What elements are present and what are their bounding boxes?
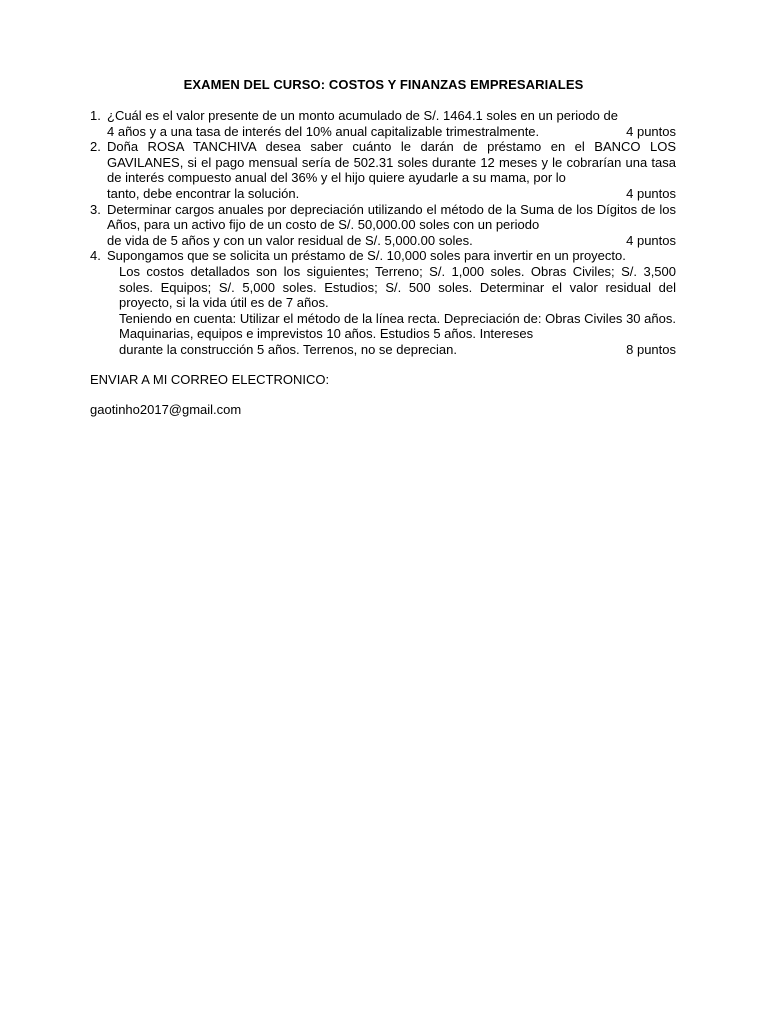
question-text: ¿Cuál es el valor presente de un monto acumulado de S/. 1464.1 soles en un periodo de: [107, 108, 618, 123]
question-last-line: [107, 186, 676, 202]
question-text-end: tanto, debe encontrar la solución.: [107, 185, 300, 201]
question-text: Doña ROSA TANCHIVA desea saber cuánto le darán de préstamo en el BANCO LOS GAVILANES, si el pago mensual sería de 502.31 soles durante 12 meses y le cobrarían una tasa de interés compuesto anual del 36% y el hijo quiere ayudarle a su mama, por lo: [107, 139, 676, 186]
exam-title: EXAMEN DEL CURSO: COSTOS Y FINANZAS EMPRESARIALES: [183, 77, 584, 92]
question-last-line: [107, 124, 676, 140]
question-points: 4 puntos: [626, 185, 676, 201]
question-number: 4.: [90, 248, 101, 264]
question-list: [90, 108, 676, 358]
question-text: Supongamos que se solicita un préstamo de S/. 10,000 soles para invertir en un proyecto.: [107, 248, 626, 264]
question-last-line: [107, 233, 676, 249]
question-text: Determinar cargos anuales por depreciación utilizando el método de la Suma de los Dígitos de los Años, para un activo fijo de un costo de S/. 50,000.00 soles con un periodo: [107, 201, 676, 233]
question-text-end: de vida de 5 años y con un valor residual de S/. 5,000.00 soles.: [107, 232, 473, 248]
question-text-end: 4 años y a una tasa de interés del 10% anual capitalizable trimestralmente.: [107, 123, 540, 139]
question-1: [90, 108, 676, 139]
question-4: [90, 248, 676, 357]
question-4-costs: Los costos detallados son los siguientes; Terreno; S/. 1,000 soles. Obras Civiles; S/. 3,500 soles. Equipos; S/. 5,000 soles. Estudios; S/. 500 soles. Determinar el valor residual del proyecto, si la vida útil es de 7 años.: [119, 263, 676, 311]
question-number: 2.: [90, 139, 101, 155]
question-text-end: durante la construcción 5 años. Terrenos, no se deprecian.: [119, 341, 457, 357]
question-number: 1.: [90, 108, 101, 123]
question-3: [90, 202, 676, 249]
question-number: 3.: [90, 201, 101, 217]
question-points: 4 puntos: [626, 123, 676, 139]
question-last-line: [119, 342, 676, 358]
question-4-conditions: Teniendo en cuenta: Utilizar el método de la línea recta. Depreciación de: Obras Civiles 30 años. Maquinarias, equipos e imprevistos 10 años. Estudios 5 años. Intereses: [119, 310, 676, 342]
email-address: gaotinho2017@gmail.com: [90, 402, 242, 417]
question-4-details: [107, 264, 676, 358]
question-points: 4 puntos: [626, 232, 676, 248]
question-points: 8 puntos: [626, 341, 676, 357]
question-2: [90, 139, 676, 201]
send-instruction: ENVIAR A MI CORREO ELECTRONICO:: [90, 372, 330, 387]
